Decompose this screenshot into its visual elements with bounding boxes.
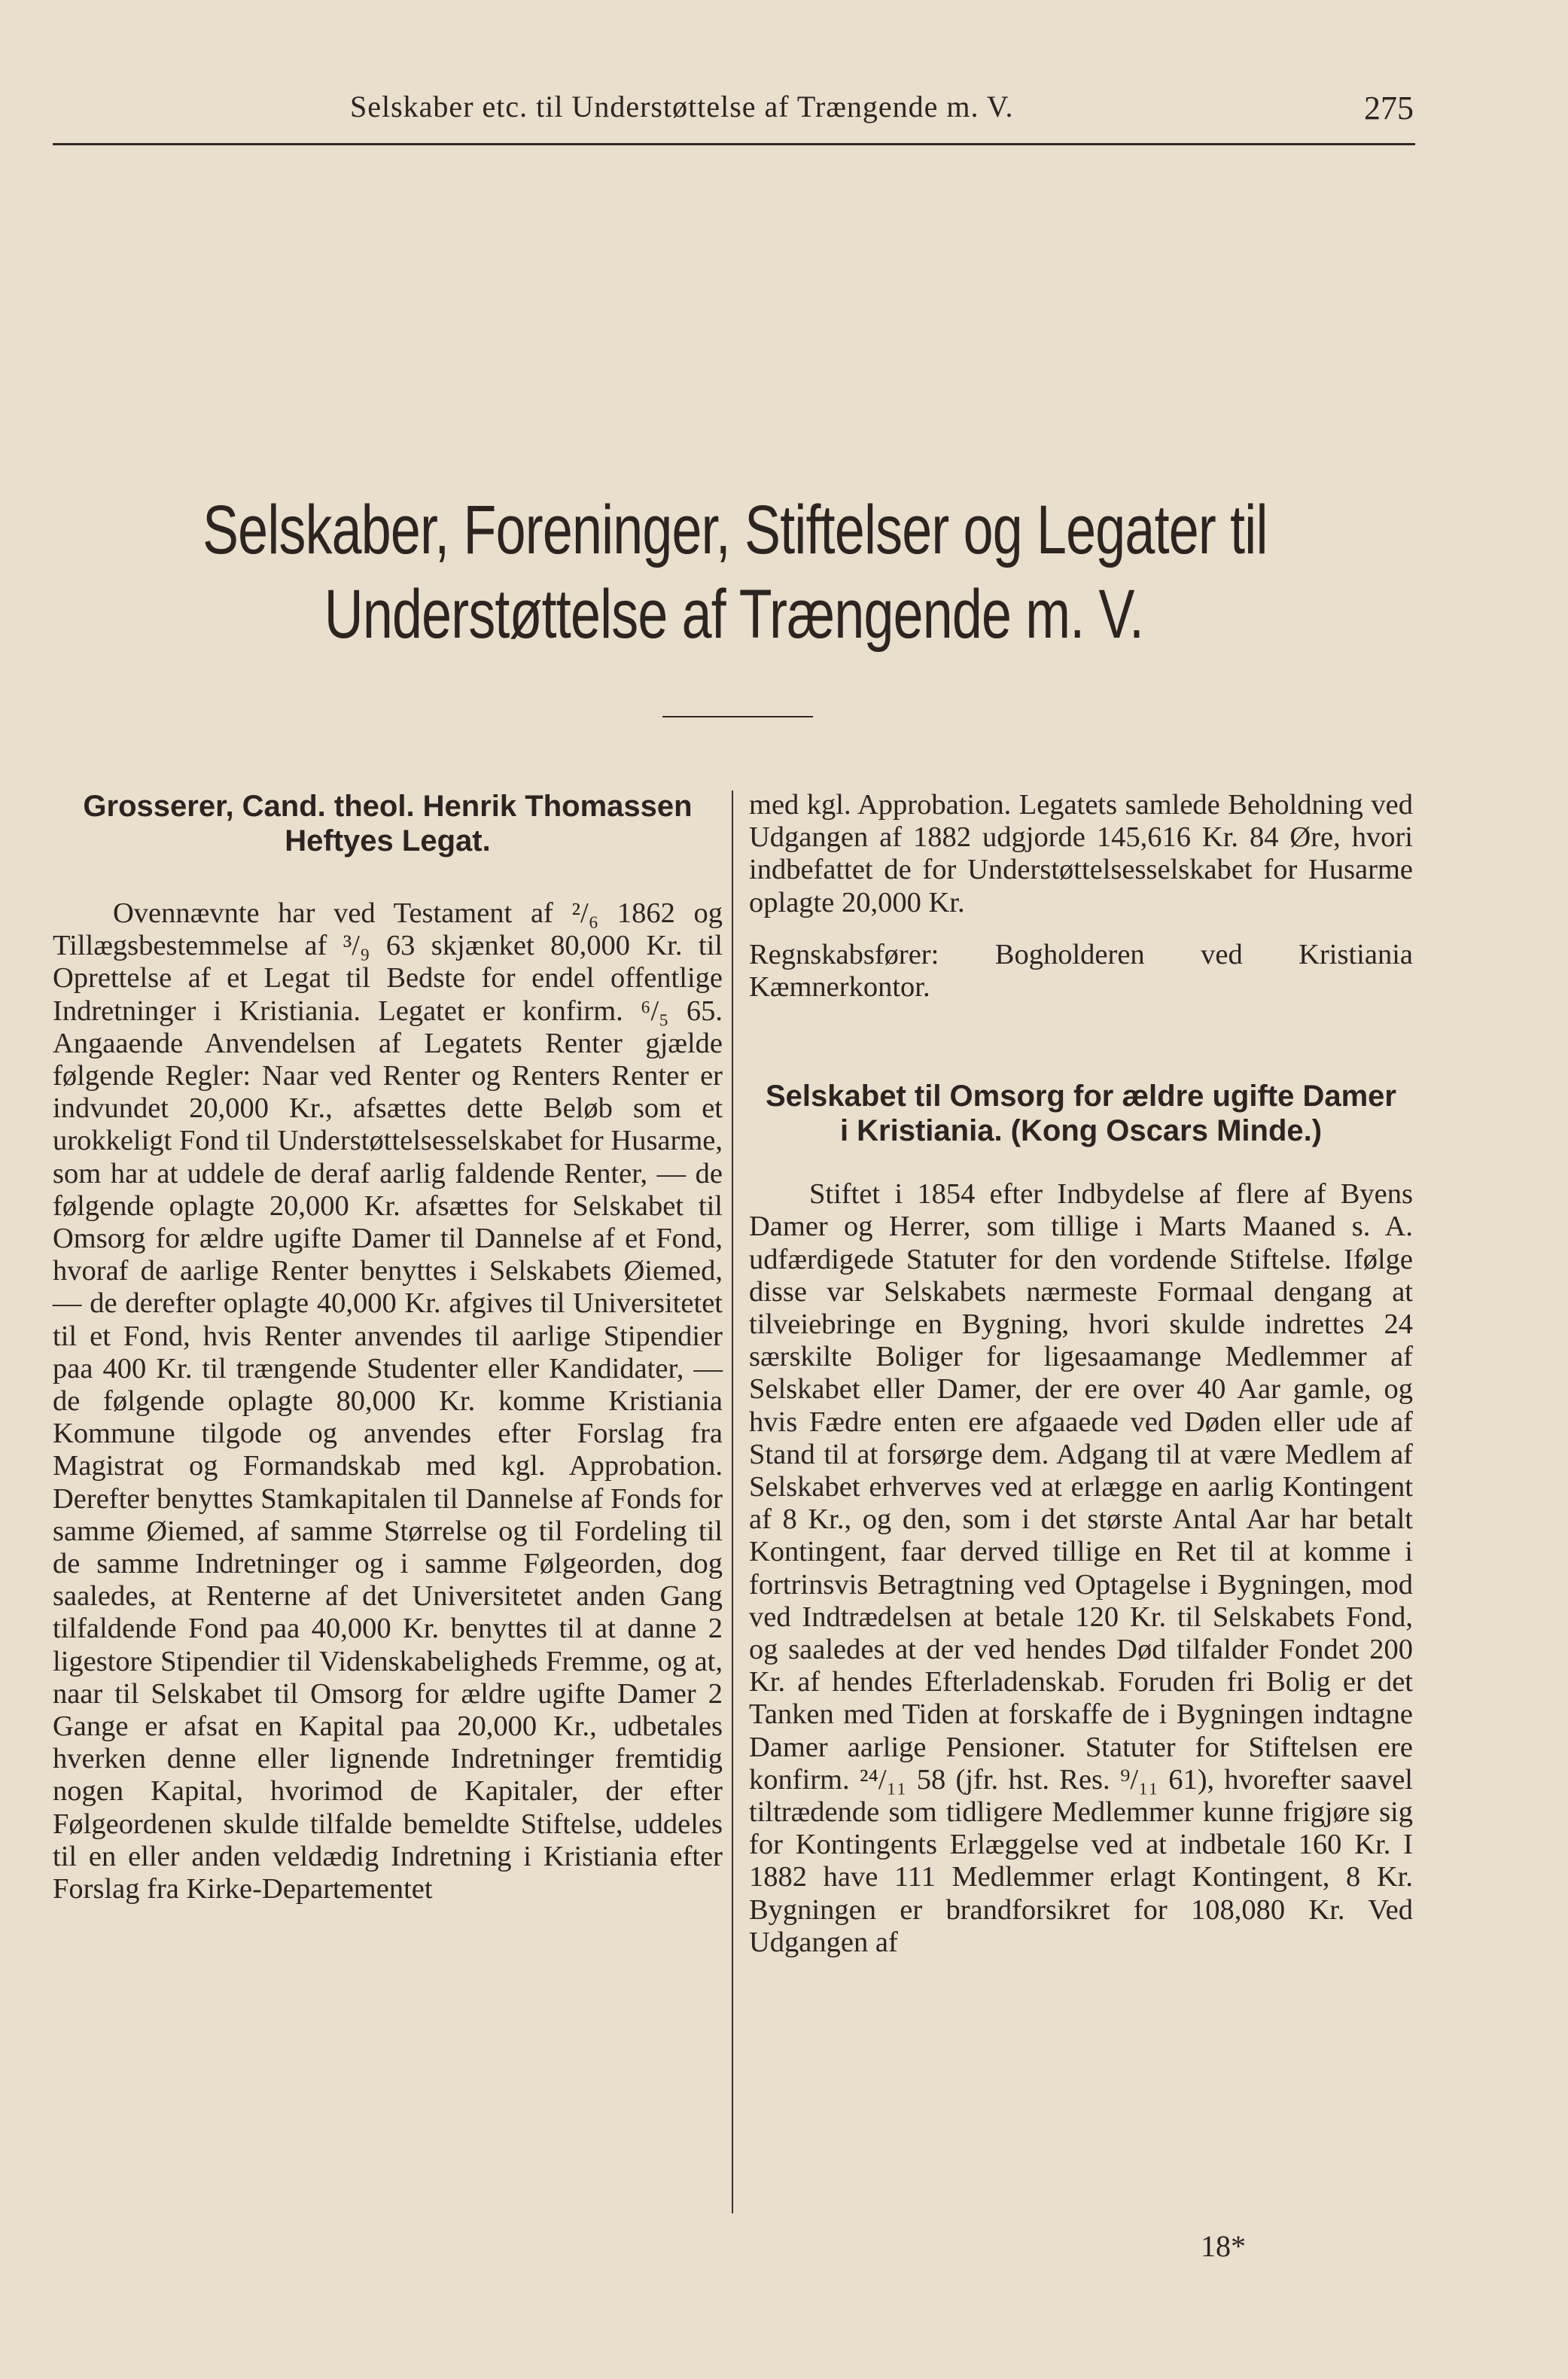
- body-paragraph: Ovennævnte har ved Testament af ²/₆ 1862 og Tillægsbestemmelse af ³/₉ 63 skjænket 80,000 Kr. til Oprettelse af et Legat til Bedste for endel offentlige Indretninger i Kristiania. Legatet er konfirm. ⁶/₅ 65. Angaaende Anvendelsen af Legatets Renter gjælde følgende Regler: Naar ved Renter og Renters Renter er indvundet 20,000 Kr., afsættes dette Beløb som et urokkeligt Fond til Understøttelsesselskabet for Husarme, som har at uddele de deraf aarlig faldende Renter, — de følgende oplagte 20,000 Kr. afsættes for Selskabet til Omsorg for ældre ugifte Damer til Dannelse af et Fond, hvoraf de aarlige Renter benyttes i Selskabets Øiemed, — de derefter oplagte 40,000 Kr. afgives til Universitetet til et Fond, hvis Renter anvendes til aarlige Stipendier paa 400 Kr. til trængende Studenter eller Kandidater, — de følgende oplagte 80,000 Kr. komme Kristiania Kommune tilgode og anvendes efter Forslag fra Magistrat og Formandskab med kgl. Approbation. Derefter benyttes Stamkapitalen til Dannelse af Fonds for samme Øiemed, af samme Størrelse og til Fordeling til de samme Indretninger og i samme Følgeorden, dog saaledes, at Renterne af det Universitetet anden Gang tilfaldende Fond paa 40,000 Kr. benyttes til at danne 2 ligestore Stipendier til Videnskabeligheds Fremme, og at, naar til Selskabet til Omsorg for ældre ugifte Damer 2 Gange er afsat en Kapital paa 20,000 Kr., udbetales hverken denne eller lignende Indretninger fremtidig nogen Kapital, hvorimod de Kapitaler, der efter Følgeordenen skulde tilfalde bemeldte Stiftelse, uddeles til en eller anden veldædig Indretning i Kristiania efter Forslag fra Kirke-Departementet: [53, 897, 723, 1905]
- running-title: Selskaber etc. til Understøttelse af Trængende m. V.: [350, 90, 1014, 123]
- header-rule: [53, 143, 1415, 145]
- running-head: [53, 89, 1414, 134]
- section-heading-heftyes-legat: [53, 789, 723, 858]
- heading-line-2: Heftyes Legat.: [285, 824, 491, 857]
- spacer: [749, 919, 1413, 939]
- main-title-line-2: Understøttelse af Trængende m. V.: [324, 576, 1144, 653]
- heading-line-2: i Kristiania. (Kong Oscars Minde.): [839, 1114, 1323, 1148]
- body-paragraph: Stiftet i 1854 efter Indbydelse af flere af Byens Damer og Herrer, som tillige i Marts Maaned s. A. udfærdigede Statuter for den vordende Stiftelse. Ifølge disse var Selskabets nærmeste Formaal dengang at tilveiebringe en Bygning, hvori skulde indrettes 24 særskilte Boliger for ligesaamange Medlemmer af Selskabet eller Damer, der ere over 40 Aar gamle, og hvis Fædre enten ere afgaaede ved Døden eller ude af Stand til at forsørge dem. Adgang til at være Medlem af Selskabet erhverves ved at erlægge en aarlig Kontingent af 8 Kr., og den, som i det største Antal Aar har betalt Kontingent, faar derved tillige en Ret til at komme i fortrinsvis Betragtning ved Optagelse i Bygningen, mod ved Indtrædelsen at betale 120 Kr. til Selskabets Fond, og saaledes at der ved hendes Død tilfalder Fondet 200 Kr. af hendes Efterladenskab. Foruden fri Bolig er det Tanken med Tiden at forskaffe de i Bygningen indtagne Damer aarlige Pensioner. Statuter for Stiftelsen ere konfirm. ²⁴/₁₁ 58 (jfr. hst. Res. ⁹/₁₁ 61), hvorefter saavel tiltrædende som tidligere Medlemmer kunne frigjøre sig for Kontingents Erlæggelse ved at indbetale 160 Kr. I 1882 have 111 Medlemmer erlagt Kontingent, 8 Kr. Bygningen er brandforsikret for 108,080 Kr. Ved Udgangen af: [749, 1178, 1413, 1958]
- body-paragraph: med kgl. Approbation. Legatets samlede Beholdning ved Udgangen af 1882 udgjorde 145,616 Kr. 84 Øre, hvori indbefattet de for Understøttelsesselskabet for Husarme oplagte 20,000 Kr.: [749, 789, 1413, 918]
- title-rule: [662, 716, 813, 717]
- accountant-paragraph: Regnskabsfører: Bogholderen ved Kristiania Kæmnerkontor.: [749, 938, 1413, 1004]
- left-column: [53, 789, 723, 1905]
- spacer: [749, 1148, 1413, 1178]
- section-heading-omsorg-damer: [749, 1079, 1413, 1148]
- column-divider: [732, 790, 733, 2213]
- heading-line-1: Selskabet til Omsorg for ældre ugifte Damer: [766, 1080, 1396, 1113]
- main-title: [202, 488, 1268, 656]
- heading-line-1: Grosserer, Cand. theol. Henrik Thomassen: [83, 790, 693, 823]
- main-title-line-1: Selskaber, Foreninger, Stiftelser og Legater til: [202, 492, 1268, 568]
- page-number: 275: [1364, 90, 1414, 126]
- right-column: [749, 789, 1413, 1959]
- spacer: [749, 1004, 1413, 1079]
- spacer: [53, 858, 723, 897]
- signature-mark: 18*: [1201, 2229, 1246, 2263]
